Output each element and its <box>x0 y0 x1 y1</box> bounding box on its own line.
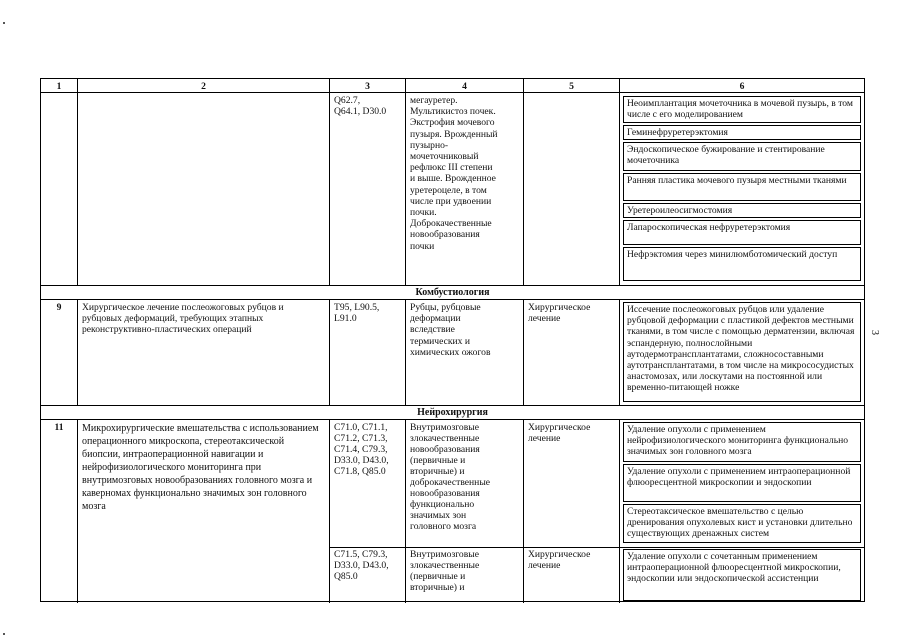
diagnosis: Внутримозговые злокачественные (первичные и вторичные) и <box>406 547 524 603</box>
diagnosis-cell: мегауретер. Мультикистоз почек. Экстрофия мочевого пузыря. Врожденный пузырно- мочеточниковый рефлюкс III степени и выше. Врожденное уретероцеле, в том числе при удвоении почки. Доброкачественные новообразования почки <box>406 93 524 285</box>
section-title: Комбустиология <box>415 287 490 298</box>
diagnosis: Внутримозговые злокачественные новообразования (первичные и вторичные) и доброкачественные новообразования функционально значимых зон головного мозга <box>406 420 524 547</box>
method-item: Нефрэктомия через минилюмботомический доступ <box>623 247 861 281</box>
treatment-type: Хирургическое лечение <box>524 420 620 547</box>
method-item: Ранняя пластика мочевого пузыря местными тканями <box>623 173 861 201</box>
procedure-name-cell <box>78 93 330 285</box>
icd-codes: C71.0, C71.1, C71.2, C71.3, C71.4, C79.3, D33.0, D43.0, C71.8, Q85.0 <box>330 420 406 547</box>
method-item: Удаление опухоли с сочетанным применением интраоперационной флюоресцентной микроскопии, эндоскопии или эндоскопической ассистенции <box>623 549 861 601</box>
procedure-name: Микрохирургические вмешательства с использованием операционного микроскопа, стереотаксической биопсии, интраоперационной навигации и нейрофизиологического мониторинга при внутримозговых новообразованиях головного мозга и каверномах функционально значимых зон головного мозга <box>78 420 330 603</box>
page-number: 3 <box>869 330 880 335</box>
procedure-name: Хирургическое лечение послеожоговых рубцов и рубцовых деформаций, требующих этапных реконструктивно-пластических операций <box>78 300 330 405</box>
method-item: Иссечение послеожоговых рубцов или удаление рубцовой деформации с пластикой дефектов местными тканями, в том числе с помощью дерматензии, включая эспандерную, полнослойными аутодермотрансплантатами, сложносоставными аутотрансплантатами, в том числе на микрососудистых анастомозах, или лоскутами на постоянной или временно-питающей ножке <box>623 302 861 402</box>
section-title: Нейрохирургия <box>417 407 488 418</box>
section-row-neurosurgery <box>41 406 864 420</box>
icd-codes: T95, L90.5, L91.0 <box>330 300 406 405</box>
row-number: 9 <box>41 300 78 405</box>
table-row-continuation <box>41 93 864 286</box>
treatment-methods-cell <box>620 420 864 547</box>
header-col-4: 4 <box>406 79 524 92</box>
treatment-type-cell <box>524 93 620 285</box>
subrow-1 <box>330 420 864 548</box>
header-col-5: 5 <box>524 79 620 92</box>
header-col-1: 1 <box>41 79 78 92</box>
scan-speck <box>3 633 5 635</box>
method-item: Удаление опухоли с применением интраоперационной флюоресцентной микроскопии и эндоскопии <box>623 464 861 502</box>
method-item: Неоимплантация мочеточника в мочевой пузырь, в том числе с его моделированием <box>623 96 861 123</box>
treatment-type: Хирургическое лечение <box>524 547 620 603</box>
header-col-2: 2 <box>78 79 330 92</box>
diagnosis: Рубцы, рубцовые деформации вследствие термических и химических ожогов <box>406 300 524 405</box>
subrow-2 <box>330 547 864 603</box>
icd-codes: C71.5, C79.3, D33.0, D43.0, Q85.0 <box>330 547 406 603</box>
method-item: Стереотаксическое вмешательство с целью дренирования опухолевых кист и установки длительно существующих дренажных систем <box>623 504 861 543</box>
treatment-methods-cell <box>620 300 864 405</box>
header-col-3: 3 <box>330 79 406 92</box>
header-col-6: 6 <box>739 81 745 92</box>
method-item: Геминефруретерэктомия <box>623 125 861 140</box>
scan-speck <box>3 22 5 24</box>
method-item: Уретероилеосигмостомия <box>623 203 861 218</box>
treatment-type: Хирургическое лечение <box>524 300 620 405</box>
row-number: 11 <box>41 420 78 603</box>
treatment-methods-cell <box>620 547 864 603</box>
table-row-11 <box>41 420 864 603</box>
medical-care-table <box>40 78 865 602</box>
method-item: Лапароскопическая нефруретерэктомия <box>623 220 861 245</box>
section-row-combustiology <box>41 286 864 300</box>
table-row-9 <box>41 300 864 406</box>
table-header-row <box>41 79 864 93</box>
icd-codes-cell: Q62.7, Q64.1, D30.0 <box>330 93 406 285</box>
row-number-cell <box>41 93 78 285</box>
method-item: Удаление опухоли с применением нейрофизиологического мониторинга функционально значимых зон головного мозга <box>623 422 861 462</box>
treatment-methods-cell <box>620 93 864 285</box>
method-item: Эндоскопическое бужирование и стентирование мочеточника <box>623 142 861 171</box>
